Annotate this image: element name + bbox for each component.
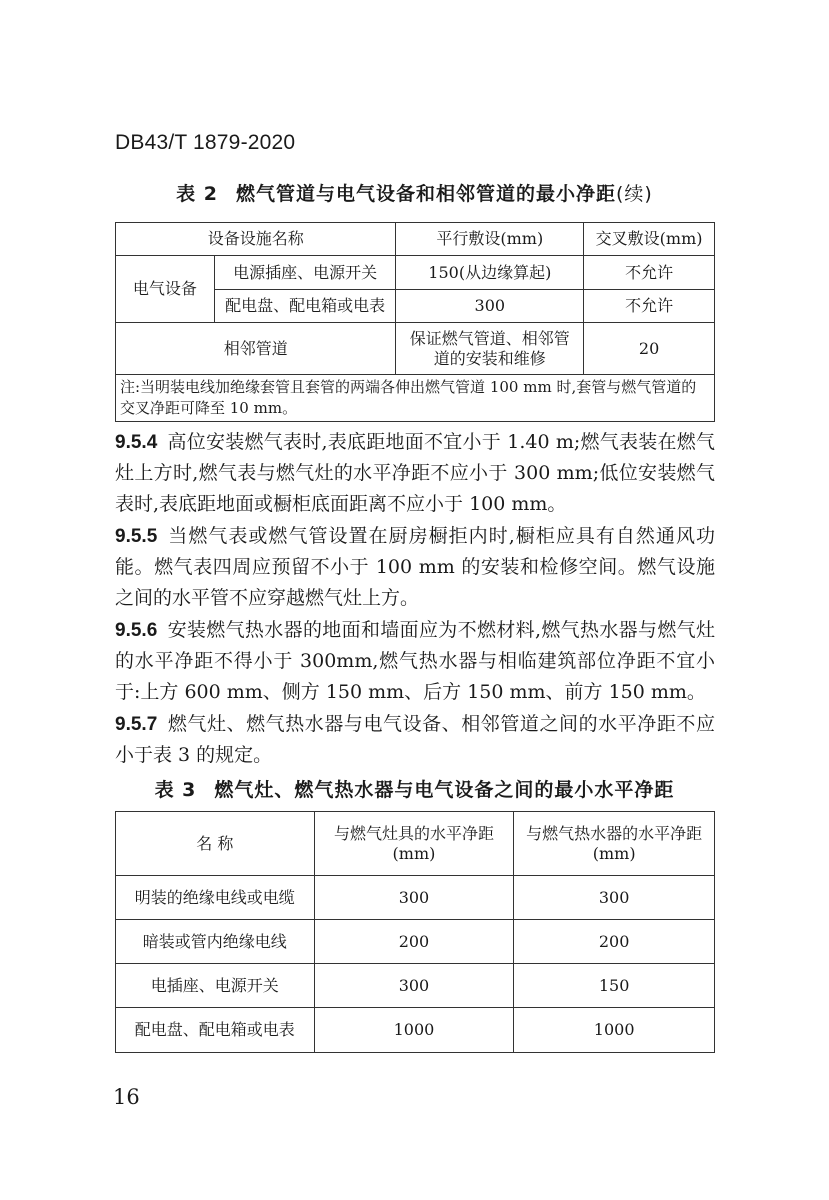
table2-note: 注:当明装电线加绝缘套管且套管的两端各伸出燃气管道 100 mm 时,套管与燃气管道的交叉净距可降至 10 mm。 [116,375,715,422]
clause-text: 当燃气表或燃气管设置在厨房橱拒内时,橱柜应具有自然通风功能。燃气表四周应预留不小于 100 mm 的安装和检修空间。燃气设施之间的水平管不应穿越燃气灶上方。 [115,525,715,609]
table-row [116,256,715,290]
page-number: 16 [113,1085,140,1109]
table3-cell-name: 暗装或管内绝缘电线 [116,920,315,964]
clause-number: 9.5.6 [115,620,158,641]
table3-cell-stove: 300 [314,876,514,920]
table2-caption-number: 表 2 [176,183,218,205]
table-row [116,876,715,920]
table2-header-parallel: 平行敷设(mm) [396,223,584,256]
table2-caption-title: 燃气管道与电气设备和相邻管道的最小净距 [236,183,617,205]
table3-cell-stove: 300 [314,964,514,1008]
table2-group-label: 电气设备 [116,256,215,323]
table3-cell-stove: 200 [314,920,514,964]
table3-cell-name: 明装的绝缘电线或电缆 [116,876,315,920]
table3-caption-title: 燃气灶、燃气热水器与电气设备之间的最小水平净距 [214,779,675,801]
table3-caption [0,775,829,802]
clause-9-5-7 [115,709,715,771]
clause-9-5-4 [115,427,715,520]
table3 [115,811,715,1053]
table3-header-heater: 与燃气热水器的水平净距(mm) [514,812,715,876]
clause-number: 9.5.4 [115,432,158,453]
table3-cell-heater: 200 [514,920,715,964]
table2-header-cross: 交叉敷设(mm) [584,223,715,256]
table-row [116,1008,715,1053]
table2-cell-parallel: 300 [396,290,584,323]
table2-caption-suffix: (续) [616,183,653,205]
clause-text: 高位安装燃气表时,表底距地面不宜小于 1.40 m;燃气表装在燃气灶上方时,燃气表与燃气灶的水平净距不应小于 300 mm;低位安装燃气表时,表底距地面或橱柜底面距离不应小于 100 mm。 [115,431,715,515]
table3-cell-name: 配电盘、配电箱或电表 [116,1008,315,1053]
table3-header-name: 名 称 [116,812,315,876]
table2-cell-name: 配电盘、配电箱或电表 [214,290,396,323]
clause-9-5-5 [115,521,715,614]
table2-note-row [116,375,715,422]
table3-cell-name: 电插座、电源开关 [116,964,315,1008]
standard-code: DB43/T 1879-2020 [115,131,296,154]
table2-header-name: 设备设施名称 [116,223,396,256]
table3-caption-number: 表 3 [154,779,197,801]
table3-cell-heater: 150 [514,964,715,1008]
table-row [116,323,715,375]
table3-cell-stove: 1000 [314,1008,514,1053]
table2 [115,222,715,422]
table2-adjacent-cross: 20 [584,323,715,375]
clause-text: 安装燃气热水器的地面和墙面应为不燃材料,燃气热水器与燃气灶的水平净距不得小于 300mm,燃气热水器与相临建筑部位净距不宜小于:上方 600 mm、侧方 150 mm、后方 150 mm、前方 150 mm。 [115,619,715,703]
table2-header-row [116,223,715,256]
table-row [116,964,715,1008]
table2-cell-name: 电源插座、电源开关 [214,256,396,290]
table2-cell-cross: 不允许 [584,256,715,290]
table3-cell-heater: 1000 [514,1008,715,1053]
table2-cell-cross: 不允许 [584,290,715,323]
table3-cell-heater: 300 [514,876,715,920]
clause-9-5-6 [115,615,715,708]
clause-text: 燃气灶、燃气热水器与电气设备、相邻管道之间的水平净距不应小于表 3 的规定。 [115,713,715,766]
table2-cell-parallel: 150(从边缘算起) [396,256,584,290]
table2-caption [0,179,829,206]
clause-number: 9.5.7 [115,714,158,735]
table-row [116,920,715,964]
table2-adjacent-parallel: 保证燃气管道、相邻管道的安装和维修 [396,323,584,375]
table3-header-stove: 与燃气灶具的水平净距(mm) [314,812,514,876]
clause-number: 9.5.5 [115,526,158,547]
table2-adjacent-name: 相邻管道 [116,323,396,375]
table3-header-row [116,812,715,876]
